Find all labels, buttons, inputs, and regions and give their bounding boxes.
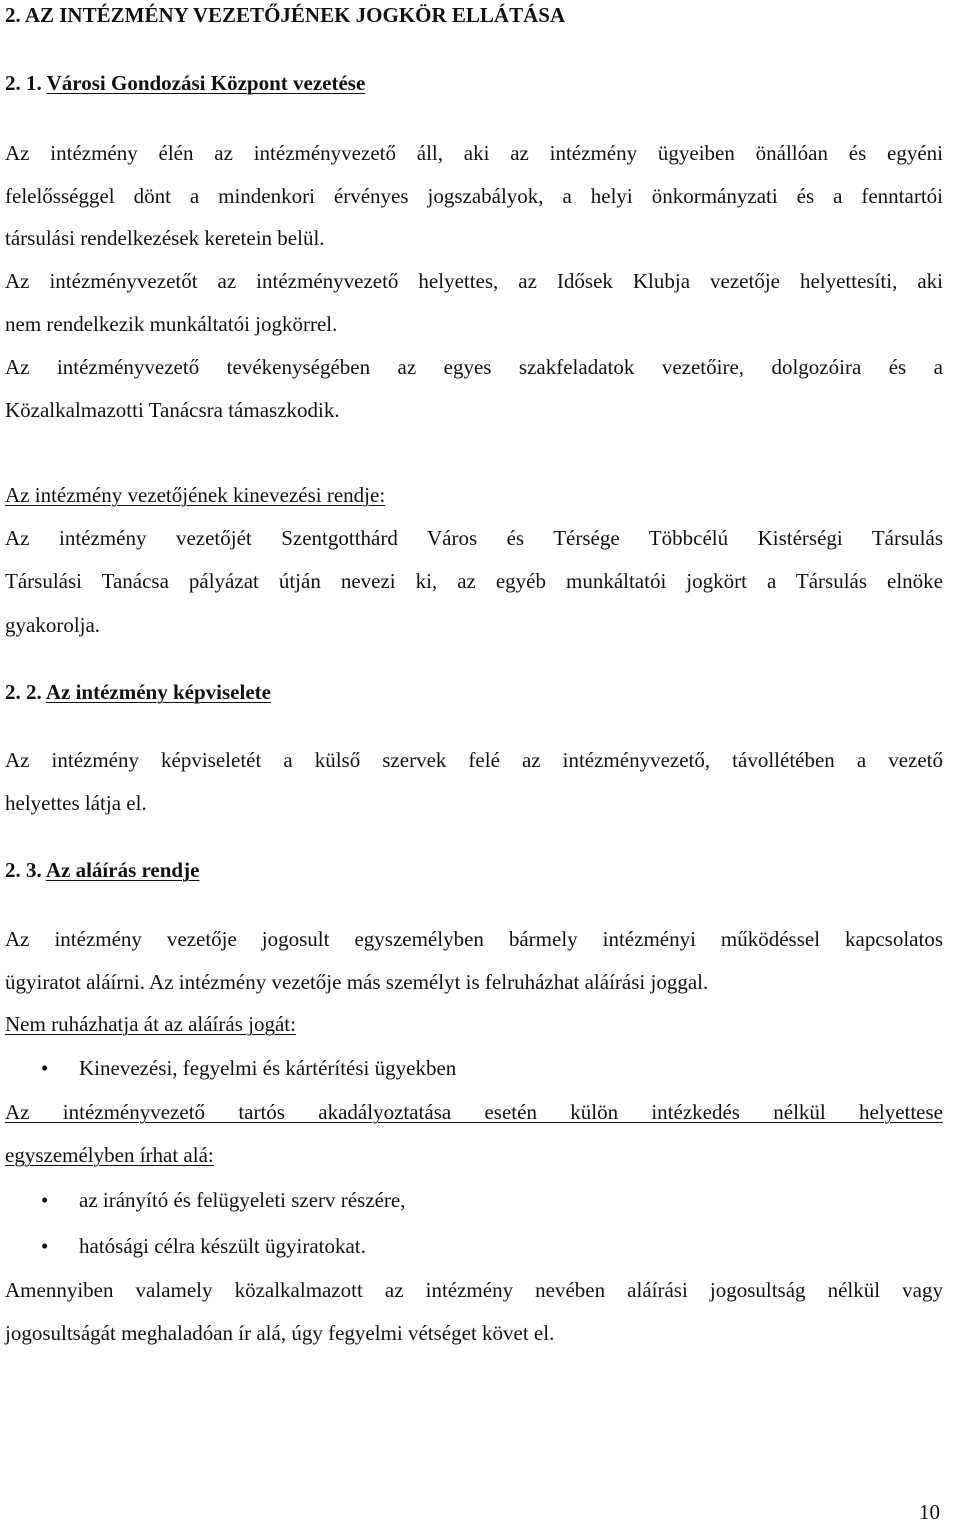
list-item: hatósági célra készült ügyiratokat.	[79, 1234, 366, 1258]
subsection-title: Az intézmény képviselete	[45, 680, 271, 704]
paragraph-line: Az intézmény élén az intézményvezető áll, aki az intézmény ügyeiben önállóan és egyéni	[5, 141, 943, 165]
paragraph-line: Az intézmény vezetőjét Szentgotthárd Város és Térsége Többcélú Kistérségi Társulás	[5, 526, 943, 550]
subsection-title: Városi Gondozási Központ vezetése	[46, 71, 366, 95]
subsection-number: 2. 2.	[5, 680, 42, 704]
subsection-title: Az aláírás rendje	[45, 858, 200, 882]
paragraph-line: jogosultságát meghaladóan ír alá, úgy fegyelmi vétséget követ el.	[5, 1321, 555, 1345]
paragraph-line: ügyiratot aláírni. Az intézmény vezetője más személyt is felruházhat aláírási joggal.	[5, 970, 709, 994]
subsection-heading-2-3	[5, 857, 199, 883]
paragraph-line: Társulási Tanácsa pályázat útján nevezi ki, az egyéb munkáltatói jogkört a Társulás elnöke	[5, 569, 943, 593]
paragraph-line: felelősséggel dönt a mindenkori érvényes jogszabályok, a helyi önkormányzati és a fenntartói	[5, 184, 943, 208]
paragraph-line: Az intézmény képviseletét a külső szervek felé az intézményvezető, távollétében a vezető	[5, 748, 943, 772]
no-transfer-heading: Nem ruházhatja át az aláírás jogát:	[5, 1012, 296, 1036]
bullet-icon: •	[41, 1234, 49, 1258]
paragraph-line: Közalkalmazotti Tanácsra támaszkodik.	[5, 398, 340, 422]
paragraph-line: gyakorolja.	[5, 613, 101, 637]
paragraph-line: helyettes látja el.	[5, 791, 147, 815]
paragraph-line: társulási rendelkezések keretein belül.	[5, 226, 325, 250]
subsection-number: 2. 1.	[5, 71, 42, 95]
subsection-heading-2-2	[5, 679, 271, 705]
paragraph-line: Az intézményvezetőt az intézményvezető helyettes, az Idősek Klubja vezetője helyettesíti, aki	[5, 269, 943, 293]
deputy-heading-line: egyszemélyben írhat alá:	[5, 1143, 214, 1167]
deputy-heading-line: Az intézményvezető tartós akadályoztatása esetén külön intézkedés nélkül helyettese	[5, 1100, 943, 1124]
appointment-heading: Az intézmény vezetőjének kinevezési rendje:	[5, 483, 386, 507]
bullet-icon: •	[41, 1188, 49, 1212]
page-number: 10	[919, 1500, 940, 1524]
list-item: az irányító és felügyeleti szerv részére,	[79, 1188, 406, 1212]
paragraph-line: Az intézményvezető tevékenységében az egyes szakfeladatok vezetőire, dolgozóira és a	[5, 355, 943, 379]
section-title: 2. AZ INTÉZMÉNY VEZETŐJÉNEK JOGKÖR ELLÁTÁSA	[5, 3, 566, 27]
subsection-heading-2-1	[5, 70, 365, 96]
paragraph-line: nem rendelkezik munkáltatói jogkörrel.	[5, 312, 338, 336]
bullet-icon: •	[41, 1056, 49, 1080]
subsection-number: 2. 3.	[5, 858, 42, 882]
paragraph-line: Az intézmény vezetője jogosult egyszemélyben bármely intézményi működéssel kapcsolatos	[5, 927, 943, 951]
list-item: Kinevezési, fegyelmi és kártérítési ügyekben	[79, 1056, 457, 1080]
paragraph-line: Amennyiben valamely közalkalmazott az intézmény nevében aláírási jogosultság nélkül vagy	[5, 1278, 943, 1302]
